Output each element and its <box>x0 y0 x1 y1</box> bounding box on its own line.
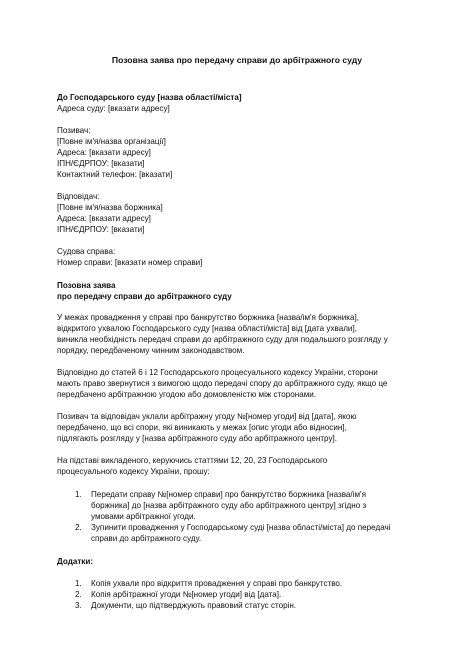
request-line: Передати справу №[номер справи] про банкрутство боржника [назва/ім'я <box>91 490 366 499</box>
plaintiff-block <box>57 126 422 181</box>
attachment-item <box>75 601 425 612</box>
requests-list <box>75 490 425 545</box>
case-block <box>57 247 422 269</box>
paragraph-line: передбачено, що всі спори, які виникають у межах [опис угоди або відносин], <box>57 422 347 432</box>
request-item <box>75 523 425 545</box>
claim-heading-line1: Позовна заява <box>57 281 116 290</box>
request-number: 1. <box>75 490 82 499</box>
defendant-block <box>57 192 422 236</box>
case-label: Судова справа: <box>57 247 116 256</box>
paragraph-line: передбачено арбітражною угодою або домовленістю між сторонами. <box>57 389 317 399</box>
plaintiff-phone: Контактний телефон: [вказати] <box>57 169 173 179</box>
paragraph-line: підлягають розгляду у [назва арбітражного суду або арбітражного центру]. <box>57 433 337 443</box>
plaintiff-label: Позивач: <box>57 126 91 135</box>
attachment-number: 1. <box>75 579 82 588</box>
paragraph-line: На підставі викладеного, керуючись статтями 12, 20, 23 Господарського <box>57 456 328 465</box>
paragraph-line: відкритого ухвалою Господарського суду [назва області/міста] від [дата ухвали], <box>57 323 357 333</box>
request-line: умовами арбітражної угоди. <box>91 511 196 521</box>
plaintiff-ipn: ІПН/ЄДРПОУ: [вказати] <box>57 158 145 168</box>
paragraph-line: Позивач та відповідач уклали арбітражну угоду №[номер угоди] від [дата], якою <box>57 412 357 421</box>
paragraph-2 <box>57 368 422 401</box>
document-title: Позовна заява про передачу справи до арбітражного суду <box>111 55 363 65</box>
court-heading: До Господарського суду [назва області/міста] <box>57 93 242 102</box>
paragraph-4 <box>57 456 422 478</box>
request-line: справи до арбітражного суду. <box>91 533 202 543</box>
paragraph-line: виникла необхідність передачі справи до арбітражного суду для подальшого розгляду у <box>57 334 388 344</box>
defendant-name: [Повне ім'я/назва боржника] <box>57 202 163 212</box>
plaintiff-address: Адреса: [вказати адресу] <box>57 147 151 157</box>
attachment-number: 2. <box>75 589 82 599</box>
court-address: Адреса суду: [вказати адресу] <box>57 103 170 113</box>
attachment-item <box>75 579 425 590</box>
defendant-address: Адреса: [вказати адресу] <box>57 213 151 223</box>
paragraph-1 <box>57 313 422 357</box>
court-block <box>57 93 422 115</box>
request-line: боржника] до [назва арбітражного суду або арбітражного центру] згідно з <box>91 500 367 510</box>
case-number: Номер справи: [вказати номер справи] <box>57 257 203 267</box>
request-line: Зупинити провадження у Господарському суді [назва області/міста] до передачі <box>91 522 391 532</box>
paragraph-line: процесуального кодексу України, прошу: <box>57 466 210 476</box>
plaintiff-name: [Повне ім'я/назва організації] <box>57 136 166 146</box>
attachments-list <box>75 579 425 612</box>
paragraph-line: У межах провадження у справі про банкрутство боржника [назва/ім'я боржника], <box>57 313 359 322</box>
attachment-number: 3. <box>75 600 82 610</box>
paragraph-line: Відповідно до статей 6 і 12 Господарського процесуального кодексу України, сторони <box>57 368 378 377</box>
attachments-heading-text: Додатки: <box>57 557 94 566</box>
claim-heading <box>57 281 422 303</box>
paragraph-3 <box>57 412 422 445</box>
paragraph-line: порядку, передбаченому чинним законодавством. <box>57 345 245 355</box>
attachment-text: Копія ухвали про відкриття провадження у справі про банкрутство. <box>91 579 343 588</box>
paragraph-line: мають право звернутися з вимогою щодо передачі спору до арбітражного суду, якщо це <box>57 378 388 388</box>
defendant-ipn: ІПН/ЄДРПОУ: [вказати] <box>57 224 145 234</box>
defendant-label: Відповідач: <box>57 192 100 201</box>
request-item <box>75 490 425 523</box>
attachments-heading <box>57 557 422 568</box>
attachment-item <box>75 590 425 601</box>
attachment-text: Копія арбітражної угоди №[номер угоди] від [дата]. <box>91 589 282 599</box>
request-number: 2. <box>75 522 82 532</box>
claim-heading-line2: про передачу справи до арбітражного суду <box>57 291 232 301</box>
attachment-text: Документи, що підтверджують правовий статус сторін. <box>91 600 297 610</box>
